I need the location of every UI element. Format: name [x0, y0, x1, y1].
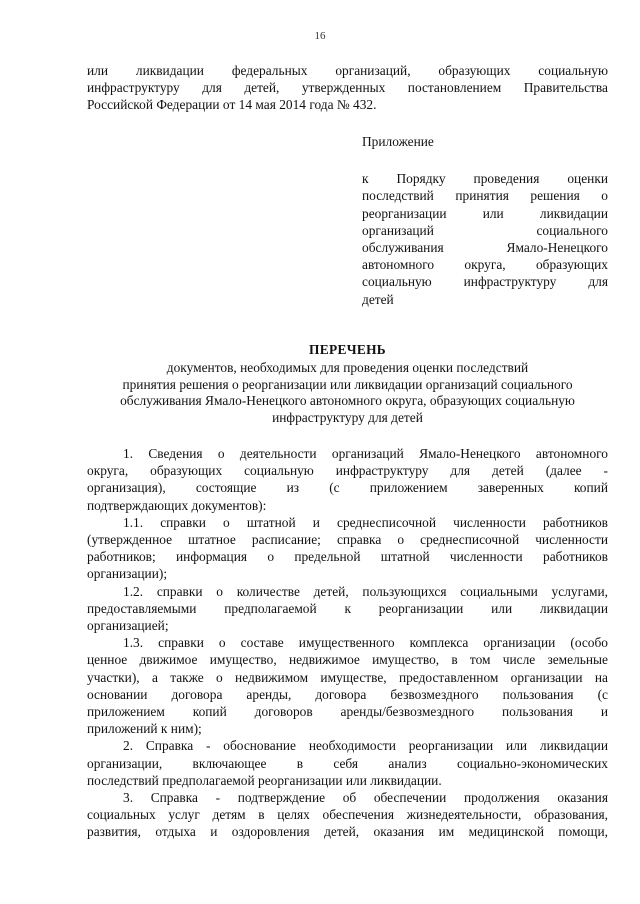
text-line: 1.2. справки о количестве детей, пользующихся социальными услугами, — [123, 583, 608, 599]
text-line: округа, образующих социальную инфраструктуру для детей (далее - — [87, 463, 608, 479]
paragraph-1-2 — [87, 583, 608, 635]
text-line: инфраструктуру для детей, утвержденных постановлением Правительства — [87, 80, 608, 96]
text-line: 2. Справка - обоснование необходимости реорганизации или ликвидации — [123, 738, 608, 754]
text-line: последствий принятия решения о — [362, 188, 608, 204]
paragraph-1 — [87, 445, 608, 514]
text-line: 1.3. справки о составе имущественного комплекса организации (особо — [123, 635, 608, 651]
paragraph-1-3 — [87, 634, 608, 737]
text-line: организацией; — [87, 618, 169, 634]
heading-subtitle-line: обслуживания Ямало-Ненецкого автономного округа, образующих социальную — [120, 393, 575, 409]
text-line: организации); — [87, 566, 168, 582]
text-line: социальных услуг детям в целях обеспечения жизнедеятельности, образования, — [87, 807, 608, 823]
text-line: детей — [362, 291, 394, 307]
text-line: основании договора аренды, договора безвозмездного пользования (с — [87, 686, 608, 702]
text-line: работников; информация о предельной штатной численности работников — [87, 549, 608, 565]
text-line: развития, отдыха и оздоровления детей, оказания им медицинской помощи, — [87, 824, 608, 840]
page-number: 16 — [314, 30, 326, 42]
appendix-block — [362, 133, 608, 308]
text-line: ценное движимое имущество, недвижимое имущество, в том числе земельные — [87, 652, 608, 668]
text-line: 3. Справка - подтверждение об обеспечении продолжения оказания — [123, 790, 608, 806]
text-line: автономного округа, образующих — [362, 257, 608, 273]
text-line: участки), а также о недвижимом имуществе, предоставленном организации на — [87, 669, 608, 685]
heading-subtitle-line: инфраструктуру для детей — [272, 409, 423, 425]
text-line: к Порядку проведения оценки — [362, 171, 608, 187]
text-line: предоставляемыми предполагаемой к реорганизации или ликвидации — [87, 600, 608, 616]
text-line: организации, включающее в себя анализ социально-экономических — [87, 755, 608, 771]
document-heading — [87, 341, 608, 427]
text-line: или ликвидации федеральных организаций, образующих социальную — [87, 63, 608, 78]
text-line: (утвержденное штатное расписание; справка о среднесписочной численности — [87, 532, 608, 548]
paragraph-2 — [87, 737, 608, 789]
heading-subtitle-line: принятия решения о реорганизации или ликвидации организаций социального — [122, 376, 573, 392]
document-body — [87, 445, 608, 841]
text-line: реорганизации или ликвидации — [362, 205, 608, 221]
text-line: 1.1. справки о штатной и среднесписочной численности работников — [123, 514, 608, 530]
text-line: подтверждающих документов): — [87, 497, 267, 513]
text-line: приложений к ним); — [87, 721, 202, 737]
text-line: последствий предполагаемой реорганизации или ликвидации. — [87, 772, 442, 788]
intro-text — [87, 62, 608, 114]
text-line: 1. Сведения о деятельности организаций Ямало-Ненецкого автономного — [123, 446, 608, 461]
text-line: социальную инфраструктуру для — [362, 274, 608, 290]
text-line: организация), состоящие из (с приложением заверенных копий — [87, 480, 608, 496]
text-line: приложением копий договоров аренды/безвозмездного пользования и — [87, 704, 608, 720]
text-line: Российской Федерации от 14 мая 2014 года № 432. — [87, 97, 377, 113]
heading-subtitle-line: документов, необходимых для проведения оценки последствий — [166, 360, 529, 376]
text-line: организаций социального — [362, 222, 608, 238]
appendix-title: Приложение — [362, 134, 434, 149]
paragraph-3 — [87, 789, 608, 841]
heading-title: ПЕРЕЧЕНЬ — [309, 342, 386, 357]
text-line: обслуживания Ямало-Ненецкого — [362, 240, 608, 256]
paragraph-1-1 — [87, 514, 608, 583]
